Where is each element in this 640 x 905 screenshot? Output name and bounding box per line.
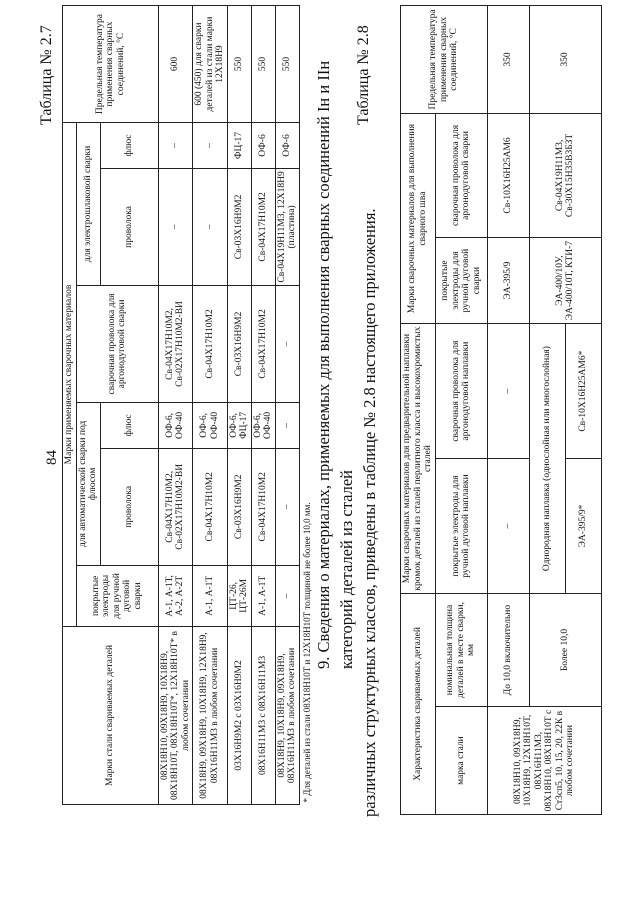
th-wire: проволока [100,448,158,565]
th-electrodes: покрытые электроды для ручной дуговой сварки [76,565,158,626]
table-2-8 [400,5,602,815]
th-electroslag: для электрошлаковой сварки [76,123,100,286]
table-row: 03Х16Н9М2 с 03Х16Н9М2 ЦТ-26, ЦТ-26М Св-03Х16Н9М2 ОФ-6, ФЦ-17 Св-03Х16Н9М2 Св-03Х16Н9М2 ФЦ-17 550 [227,6,251,805]
th-cladding-group: Марки сварочных материалов для предварительной наплавки кромок деталей из сталей перлитного класса и высокохромистых сталей [401,324,436,594]
th-max-temp: Предельная температура применения сварных соединений, °С [63,6,159,123]
table-row: ЭА-395/9* Св-10Х16Н25АМ6* [565,6,601,815]
th-steel-grades: Марки стали свариваемых деталей [63,626,159,804]
paragraph-9 [312,7,381,817]
table-2-7 [62,5,313,805]
th-clad-argon: сварочная проволока для аргонодуговой наплавки [435,324,487,459]
table-footnote: * Для деталей из стали 08Х18Н10Т и 12Х18Н10Т толщиной не более 10,0 мм. [299,6,313,805]
table-row: 08Х18Н9, 10Х18Н9, 09Х18Н9, 08Х16Н11М3 в любом сочетании – – – – Св-04Х19Н11М3, 12Х18Н9 (пластина) ОФ-6 550 [275,6,299,805]
table-row: 08Х16Н11М3 с 08Х16Н11М3 А-1, А-1Т Св-04Х17Н10М2 ОФ-6, ОФ-40 Св-04Х17Н10М2 Св-04Х17Н10М2 ОФ-6 550 [251,6,275,805]
th-materials-used: Марки применяемых сварочных материалов [63,123,77,627]
th-clad-electrodes: покрытые электроды для ручной дуговой наплавки [435,459,487,594]
th-argon-wire: сварочная проволока для аргонодуговой сварки [76,285,158,402]
th-thickness: номинальная толщина деталей в месте сварки, мм [435,593,487,706]
th-max-temp-28: Предельная температура применения сварных соединений, °С [401,6,488,114]
th-flux: флюс [100,402,158,448]
th-es-wire: проволока [100,168,158,285]
table-row: 08Х18Н9, 09Х18Н9, 10Х18Н9, 12Х18Н9, 08Х16Н11М3 в любом сочетании А-1, А-1Т Св-04Х17Н10М2 ОФ-6, ОФ-40 Св-04Х17Н10М2 – – 600 (450) для сварки деталей из стали марки 12Х18Н9 [193,6,228,805]
th-weld-group: Марки сварочных материалов для выполнения сварного шва [401,113,436,323]
table-2-8-caption: Таблица № 2.8 [355,25,372,125]
th-auto-submerged: для автоматической сварки под флюсом [76,402,100,565]
th-weld-electrodes: покрытые электроды для ручной дуговой сварки [435,237,487,323]
th-characteristics: Характеристика свариваемых деталей [401,593,436,814]
table-row: 08Х18Н10, 09Х18Н9, 10Х18Н9, 08Х18Н10Т, 08Х18Н10Т*, 12Х18Н10Т* в любом сочетании А-1, А-1Т, А-2, А-2Т Св-04Х17Н10М2, Св-02Х17Н10М2-ВИ ОФ-6, ОФ-40 Св-04Х17Н10М2, Св-02Х17Н10М2-ВИ – – 600 [158,6,193,805]
table-2-7-caption: Таблица № 2.7 [38,25,55,125]
paragraph-line-1: 9. Сведения о материалах, применяемых для выполнения сварных соединений Iн и IIн категорий деталей из сталей [314,60,356,669]
th-es-flux: флюс [100,123,158,169]
th-steel-grade: марка стали [435,707,487,815]
paragraph-line-2: различных структурных классов, приведены в таблице № 2.8 настоящего приложения. [360,208,379,817]
table-row: Более 10,0 Однородная наплавка (однослойная или многослойная) ЭА-400/10У, ЭА-400/10Т, КТИ-7 Св-04Х19Н11М3, Св-30Х15Н35В3БЗТ 350 [529,6,565,815]
table-row: 08Х18Н10, 09Х18Н9, 10Х18Н9, 12Х18Н10Т, 08Х16Н11М3, 08Х18Н10, 08Х18Н10Т с Ст3сп5, 10, 15, 20, 22К в любом сочетании До 10,0 включительно – – ЭА-395/9 Св-10Х16Н25АМ6 350 [487,6,529,815]
th-weld-argon: сварочная проволока для аргонодуговой сварки [435,113,487,237]
page-number: 84 [44,450,60,465]
